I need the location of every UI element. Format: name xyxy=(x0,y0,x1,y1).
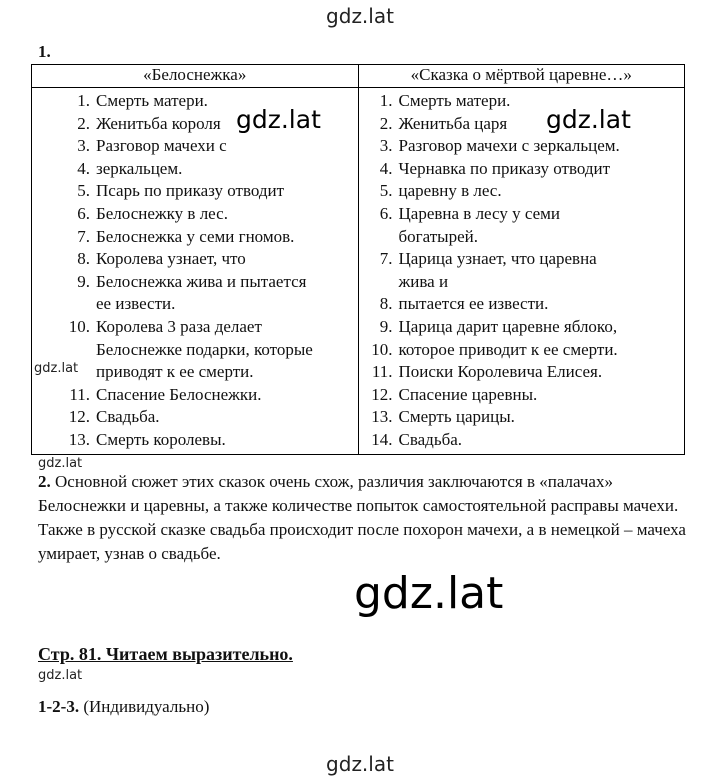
plot-item xyxy=(359,226,685,249)
plot-item-text: Разговор мачехи с зеркальцем. xyxy=(398,136,620,156)
right-column-cell xyxy=(358,88,685,455)
plot-item-number: 7. xyxy=(77,226,90,246)
plot-item xyxy=(359,316,685,339)
plot-item-number: 10. xyxy=(68,316,90,336)
plot-item xyxy=(359,339,685,362)
plot-item-number: 8. xyxy=(379,294,393,314)
plot-item xyxy=(32,226,358,249)
plot-item xyxy=(32,316,358,339)
plot-item xyxy=(359,248,685,271)
plot-item xyxy=(32,406,358,429)
plot-item-text: Спасение Белоснежки. xyxy=(96,384,262,404)
plot-item xyxy=(359,429,685,452)
plot-item-text: приводят к ее смерти. xyxy=(96,362,254,382)
plot-item xyxy=(32,339,358,362)
plot-item xyxy=(32,361,358,384)
task-1-number: 1. xyxy=(38,42,51,61)
task-2-text: Основной сюжет этих сказок очень схож, различия заключаются в «палачах» Белоснежки и царевны, а также количестве попыток самостоятельной расправы мачехи. Также в русской сказке свадьба происходит после похорон мачехи, а в немецкой – мачеха умирает, узнав о свадьбе. xyxy=(38,472,686,563)
dead-princess-plot-list xyxy=(359,88,685,454)
plot-item-number: 3. xyxy=(379,136,393,156)
plot-item xyxy=(32,384,358,407)
task-2-number: 2. xyxy=(38,472,51,491)
plot-item-number: 4. xyxy=(379,158,393,178)
plot-item-text: зеркальцем. xyxy=(96,158,183,178)
plot-item xyxy=(359,361,685,384)
plot-item-number: 2. xyxy=(379,113,393,133)
watermark-big-center: gdz.lat xyxy=(354,568,504,619)
plot-item-text: Царица дарит царевне яблоко, xyxy=(398,316,618,336)
plot-item-text: Королева узнает, что xyxy=(96,249,246,269)
plot-item-text: Белоснежка у семи гномов. xyxy=(96,226,295,246)
plot-item xyxy=(359,113,685,136)
plot-item xyxy=(359,135,685,158)
plot-item-number: 7. xyxy=(379,249,393,269)
plot-item xyxy=(359,271,685,294)
plot-item-number: 1. xyxy=(379,91,393,110)
plot-item-number: 5. xyxy=(77,181,90,201)
plot-item-text: Смерть матери. xyxy=(96,91,208,110)
plot-item-number: 1. xyxy=(77,91,90,110)
plot-item-number: 3. xyxy=(77,136,90,156)
plot-item xyxy=(32,271,358,294)
plot-item-text: жива и xyxy=(398,271,449,291)
plot-item-text: Королева 3 раза делает xyxy=(96,316,262,336)
plot-item xyxy=(359,90,685,113)
task-2-paragraph xyxy=(38,470,688,566)
plot-item-number: 13. xyxy=(68,429,90,449)
plot-item xyxy=(32,135,358,158)
plot-item-text: Чернавка по приказу отводит xyxy=(398,158,611,178)
plot-item-text: Смерть царицы. xyxy=(398,407,515,427)
plot-item xyxy=(359,293,685,316)
plot-item xyxy=(359,203,685,226)
plot-item xyxy=(32,203,358,226)
plot-item xyxy=(359,406,685,429)
plot-item-number: 12. xyxy=(371,384,393,404)
task-123-text: (Индивидуально) xyxy=(83,697,210,716)
plot-item-number: 6. xyxy=(379,203,393,223)
plot-item-text: Спасение царевны. xyxy=(398,384,538,404)
plot-item-number: 10. xyxy=(371,339,393,359)
plot-item-text: Свадьба. xyxy=(96,407,160,427)
plot-item-text: Разговор мачехи с xyxy=(96,136,227,156)
section-3-heading: Стр. 81. Читаем выразительно. xyxy=(38,644,293,664)
plot-item-text: Поиски Королевича Елисея. xyxy=(398,362,603,382)
watermark-small-section2: gdz.lat xyxy=(38,456,83,471)
plot-item-number: 2. xyxy=(77,113,90,133)
plot-item-number: 9. xyxy=(77,271,90,291)
plot-item xyxy=(32,158,358,181)
plot-item-number: 8. xyxy=(77,249,90,269)
left-column-cell xyxy=(32,88,359,455)
plot-item-text: Белоснежке подарки, которые xyxy=(96,339,313,359)
task-123-line xyxy=(38,697,209,717)
plot-item-number: 4. xyxy=(77,158,90,178)
watermark-bottom: gdz.lat xyxy=(326,752,394,776)
plot-item xyxy=(32,180,358,203)
plot-item xyxy=(32,429,358,452)
plot-item-text: которое приводит к ее смерти. xyxy=(398,339,618,359)
plot-item-number: 5. xyxy=(379,181,393,201)
plot-item-text: Белоснежка жива и пытается xyxy=(96,271,307,291)
plot-item-text: Псарь по приказу отводит xyxy=(96,181,285,201)
task-123-number: 1-2-3. xyxy=(38,697,80,716)
plot-item xyxy=(32,248,358,271)
plot-item-text: ее извести. xyxy=(96,294,176,314)
plot-item-text: Женитьба короля xyxy=(96,113,221,133)
plot-item-text: Смерть королевы. xyxy=(96,429,226,449)
plot-item-number: 6. xyxy=(77,203,90,223)
plot-item-number: 14. xyxy=(371,429,393,449)
watermark-overlay-left: gdz.lat xyxy=(236,105,321,134)
plot-item-text: Женитьба царя xyxy=(398,113,508,133)
plot-item-number: 11. xyxy=(371,362,393,382)
plot-item-text: Свадьба. xyxy=(398,429,463,449)
snow-white-plot-list xyxy=(32,88,358,454)
watermark-overlay-right: gdz.lat xyxy=(546,105,631,134)
plot-item xyxy=(359,180,685,203)
plot-item-text: Белоснежку в лес. xyxy=(96,203,228,223)
plot-item-number: 9. xyxy=(379,316,393,336)
watermark-top: gdz.lat xyxy=(326,4,394,28)
plot-item xyxy=(359,158,685,181)
plot-item-number: 12. xyxy=(68,407,90,427)
plot-item-number: 13. xyxy=(371,407,393,427)
plot-item xyxy=(32,293,358,316)
plot-item-text: Царица узнает, что царевна xyxy=(398,249,597,269)
col-header-dead-princess: «Сказка о мёртвой царевне…» xyxy=(358,65,685,88)
watermark-small-heading: gdz.lat xyxy=(38,668,83,683)
plot-item-text: Смерть матери. xyxy=(398,91,511,110)
plot-item-text: пытается ее извести. xyxy=(398,294,549,314)
col-header-snow-white: «Белоснежка» xyxy=(32,65,359,88)
plot-item-text: богатырей. xyxy=(398,226,478,246)
plot-item-text: Царевна в лесу у семи xyxy=(398,203,560,223)
plot-item-text: царевну в лес. xyxy=(398,181,502,201)
plot-item-number: 11. xyxy=(69,384,90,404)
watermark-small-table: gdz.lat xyxy=(34,361,79,376)
plot-item xyxy=(359,384,685,407)
